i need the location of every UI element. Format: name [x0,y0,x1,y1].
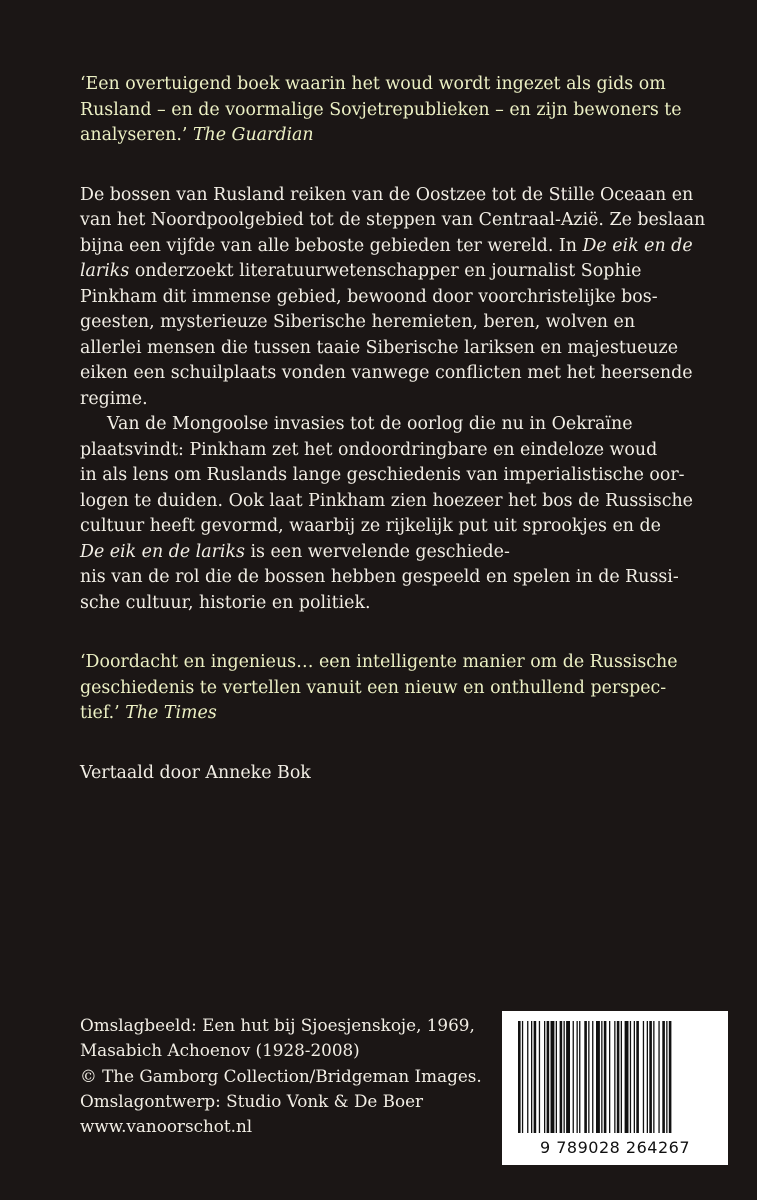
review-quote-guardian [80,72,680,149]
publisher-website: www.vanoorschot.nl [80,1116,253,1137]
barcode-bar [531,1021,532,1133]
barcode-bar [560,1021,563,1133]
text-line: in als lens om Ruslands lange geschiedenis van imperialistische oor- [80,465,685,485]
text-line: nis van de rol die de bossen hebben gespeeld en spelen in de Russi- [80,567,679,587]
text-line: Pinkham dit immense gebied, bewoond door voorchristelijke bos- [80,286,658,307]
barcode-bar [604,1021,607,1133]
barcode-bar [518,1021,521,1133]
barcode-bar [544,1021,545,1133]
barcode-bar [551,1021,555,1133]
barcode-bar [666,1021,667,1133]
barcode-bar [634,1021,635,1133]
text-line: cultuur heeft gevormd, waarbij ze rijkelijk put uit sprookjes en de [80,516,661,536]
text-line: van het Noordpoolgebied tot de steppen van Centraal-Azië. Ze beslaan [80,210,706,230]
quote-line: tief.’ [80,703,120,723]
barcode-bar [669,1021,672,1133]
translator-credit: Vertaald door Anneke Bok [80,762,311,783]
barcode-bar [658,1021,659,1133]
barcode-bar [625,1021,629,1133]
quote-line: Rusland – en de voormalige Sovjetrepublieken – en zijn bewoners te [80,99,682,120]
back-cover-text [80,72,706,786]
cover-credits [80,1013,482,1139]
credit-line: Omslagbeeld: Een hut bij Sjoesjenskoje, 1969, [80,1015,475,1035]
barcode-bar [584,1021,587,1133]
text-line: Van de Mongoolse invasies tot de oorlog die nu in Oekraïne [107,414,633,434]
barcode-bar [601,1021,602,1133]
text-line: De bossen van Rusland reiken van de Oostzee tot de Stille Oceaan en [80,184,694,205]
credit-line: Masabich Achoenov (1928-2008) [80,1040,360,1061]
barcode-bar [647,1021,648,1133]
credit-line: © The Gamborg Collection/Bridgeman Images. [80,1065,482,1086]
barcode-bar [649,1021,652,1133]
isbn-number: 9 789028 264267 [539,1138,690,1157]
description-paragraph-2 [80,412,693,616]
barcode-bar [596,1021,600,1133]
barcode-bar [630,1021,631,1133]
barcode-bar [566,1021,570,1133]
quote-line: ‘Een overtuigend boek waarin het woud wordt ingezet als gids om [80,74,666,94]
barcode-bar [588,1021,589,1133]
barcode-bar [609,1021,610,1133]
book-title: De eik en de lariks [80,541,245,562]
text-line: logen te duiden. Ook laat Pinkham zien hoezeer het bos de Russische [80,490,693,511]
quote-line: geschiedenis te vertellen vanuit een nieuw en onthullend perspec- [80,677,667,698]
barcode-bar [643,1021,644,1133]
barcode-bar [547,1021,550,1133]
text-line: plaatsvindt: Pinkham zet het ondoordringbare en eindeloze woud [80,439,658,460]
book-title: lariks [80,261,130,281]
barcode-bar [527,1021,528,1133]
quote-source: The Times [125,703,217,723]
barcode-bar [573,1021,574,1133]
barcode-icon [514,1021,716,1133]
barcode-bar [522,1021,523,1133]
text-line: sche cultuur, historie en politiek. [80,592,371,613]
text-line: allerlei mensen die tussen taaie Siberische lariksen en majestueuze [80,337,679,358]
barcode-bar [614,1021,615,1133]
barcode-bar [534,1021,537,1133]
text-line: is een wervelende geschiede- [250,541,510,562]
text-line: bijna een vijfde van alle beboste gebieden ter wereld. In [80,235,577,256]
quote-source: The Guardian [192,125,314,145]
barcode-bar [564,1021,565,1133]
text-line: eiken een schuilplaats vonden vanwege conflicten met het heersende [80,363,693,383]
review-quote-times [80,650,680,727]
credit-line: Omslagontwerp: Studio Vonk & De Boer [80,1090,424,1111]
barcode-bar [653,1021,654,1133]
barcode-bar [636,1021,639,1133]
text-line: onderzoekt literatuurwetenschapper en journalist Sophie [134,261,642,281]
text-line: regime. [80,388,148,409]
barcode-bar [662,1021,665,1133]
barcode-bar [577,1021,578,1133]
barcode-bar [617,1021,620,1133]
barcode-bar [592,1021,593,1133]
barcode-bar [579,1021,580,1133]
quote-line: ‘Doordacht en ingenieus… een intelligente manier om de Russische [80,652,678,672]
book-title: De eik en de [582,235,693,256]
barcode-bar [556,1021,557,1133]
barcode-bar [539,1021,540,1133]
quote-line: analyseren.’ [80,125,188,145]
barcode-label [502,1011,728,1165]
description-paragraph-1 [80,183,706,413]
text-line: geesten, mysterieuze Siberische heremieten, beren, wolven en [80,312,636,332]
barcode-bar [621,1021,622,1133]
